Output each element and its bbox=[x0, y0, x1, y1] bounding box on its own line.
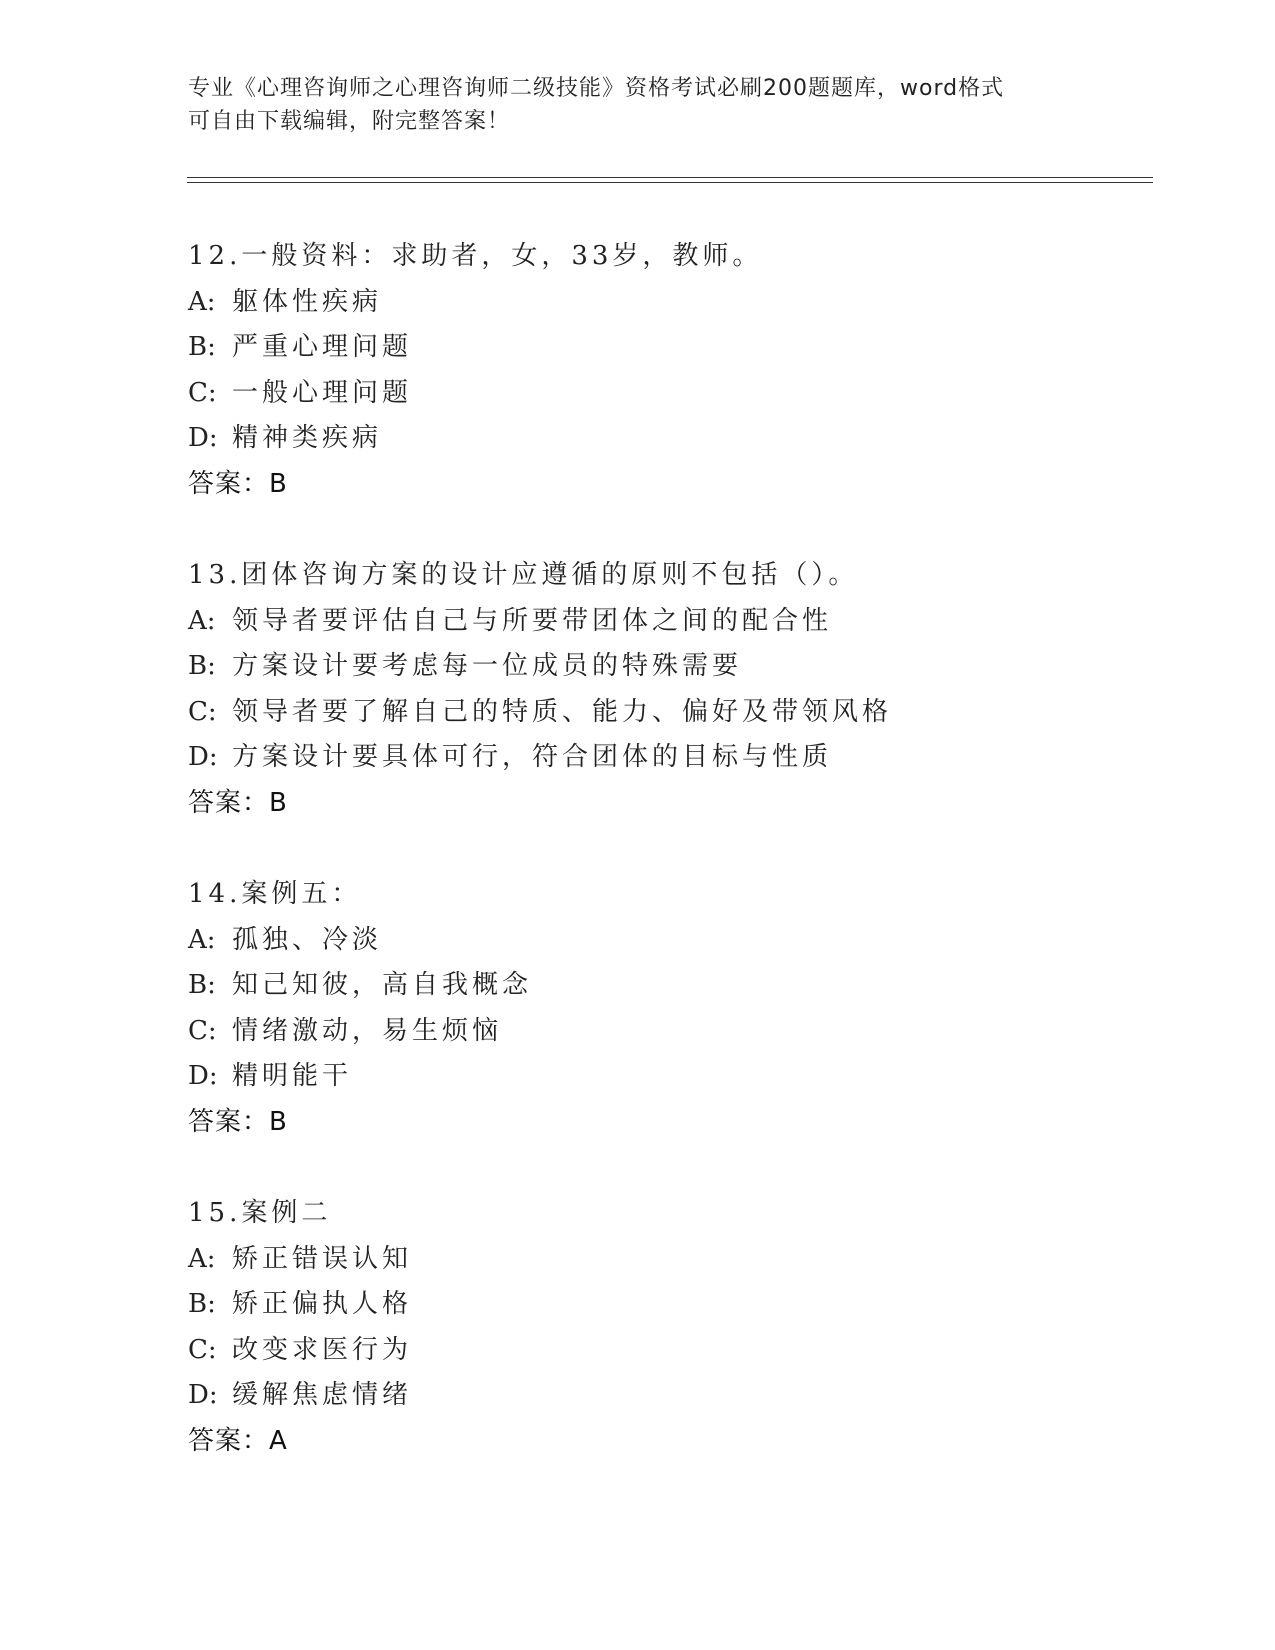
option-key: D: bbox=[188, 423, 218, 453]
option-a bbox=[188, 280, 1148, 326]
option-text: 方案设计要考虑每一位成员的特殊需要 bbox=[232, 651, 743, 681]
question-stem: 15.案例二 bbox=[188, 1198, 332, 1228]
option-d bbox=[188, 1373, 1148, 1419]
option-key: D: bbox=[188, 742, 218, 772]
header-divider-bottom bbox=[187, 182, 1153, 183]
option-key: B: bbox=[188, 651, 216, 681]
answer-line: 答案：A bbox=[188, 1425, 288, 1456]
option-text: 孤独、冷淡 bbox=[232, 924, 383, 955]
header-line-2: 可自由下载编辑，附完整答案！ bbox=[188, 109, 511, 134]
option-a bbox=[188, 599, 1148, 645]
option-key: D: bbox=[188, 1380, 218, 1410]
option-c bbox=[188, 1009, 1148, 1055]
option-text: 精明能干 bbox=[232, 1061, 353, 1091]
option-b bbox=[188, 644, 1148, 690]
question-12 bbox=[188, 234, 1148, 507]
option-text: 躯体性疾病 bbox=[232, 286, 383, 317]
option-d bbox=[188, 1054, 1148, 1100]
option-text: 改变求医行为 bbox=[232, 1334, 413, 1365]
option-b bbox=[188, 1282, 1148, 1328]
option-c bbox=[188, 371, 1148, 417]
answer-line: 答案：B bbox=[188, 787, 288, 818]
option-key: B: bbox=[188, 332, 216, 362]
header-divider-top bbox=[187, 177, 1153, 178]
option-d bbox=[188, 416, 1148, 462]
option-key: B: bbox=[188, 970, 216, 1000]
option-key: D: bbox=[188, 1061, 218, 1091]
question-13 bbox=[188, 553, 1148, 826]
option-text: 精神类疾病 bbox=[232, 423, 383, 453]
option-key: B: bbox=[188, 1289, 216, 1319]
option-text: 领导者要了解自己的特质、能力、偏好及带领风格 bbox=[232, 696, 893, 727]
answer-line: 答案：B bbox=[188, 468, 288, 499]
option-a bbox=[188, 918, 1148, 964]
option-text: 矫正错误认知 bbox=[232, 1243, 413, 1274]
option-key: A: bbox=[188, 924, 216, 955]
option-b bbox=[188, 963, 1148, 1009]
option-key: C: bbox=[188, 696, 217, 727]
option-key: A: bbox=[188, 605, 216, 636]
option-b bbox=[188, 325, 1148, 371]
option-key: C: bbox=[188, 1334, 217, 1365]
option-c bbox=[188, 690, 1148, 736]
answer-line: 答案：B bbox=[188, 1106, 288, 1137]
option-key: C: bbox=[188, 1015, 217, 1046]
option-text: 情绪激动，易生烦恼 bbox=[232, 1015, 503, 1046]
option-c bbox=[188, 1328, 1148, 1374]
option-a bbox=[188, 1237, 1148, 1283]
question-stem: 12.一般资料：求助者，女，33岁，教师。 bbox=[188, 241, 763, 271]
option-text: 严重心理问题 bbox=[232, 332, 413, 362]
option-text: 领导者要评估自己与所要带团体之间的配合性 bbox=[232, 605, 833, 636]
question-stem: 14.案例五： bbox=[188, 879, 362, 909]
option-key: A: bbox=[188, 1243, 216, 1274]
option-text: 缓解焦虑情绪 bbox=[232, 1380, 413, 1410]
option-key: C: bbox=[188, 377, 217, 408]
question-14 bbox=[188, 872, 1148, 1145]
option-key: A: bbox=[188, 286, 216, 317]
option-text: 一般心理问题 bbox=[232, 377, 413, 408]
option-text: 知己知彼，高自我概念 bbox=[232, 970, 533, 1000]
option-d bbox=[188, 735, 1148, 781]
header-line-1: 专业《心理咨询师之心理咨询师二级技能》资格考试必刷200题题库，word格式 bbox=[188, 76, 1005, 101]
document-header bbox=[188, 72, 1088, 138]
question-15 bbox=[188, 1191, 1148, 1464]
option-text: 方案设计要具体可行，符合团体的目标与性质 bbox=[232, 742, 833, 772]
option-text: 矫正偏执人格 bbox=[232, 1289, 413, 1319]
question-stem: 13.团体咨询方案的设计应遵循的原则不包括（）。 bbox=[188, 560, 859, 590]
